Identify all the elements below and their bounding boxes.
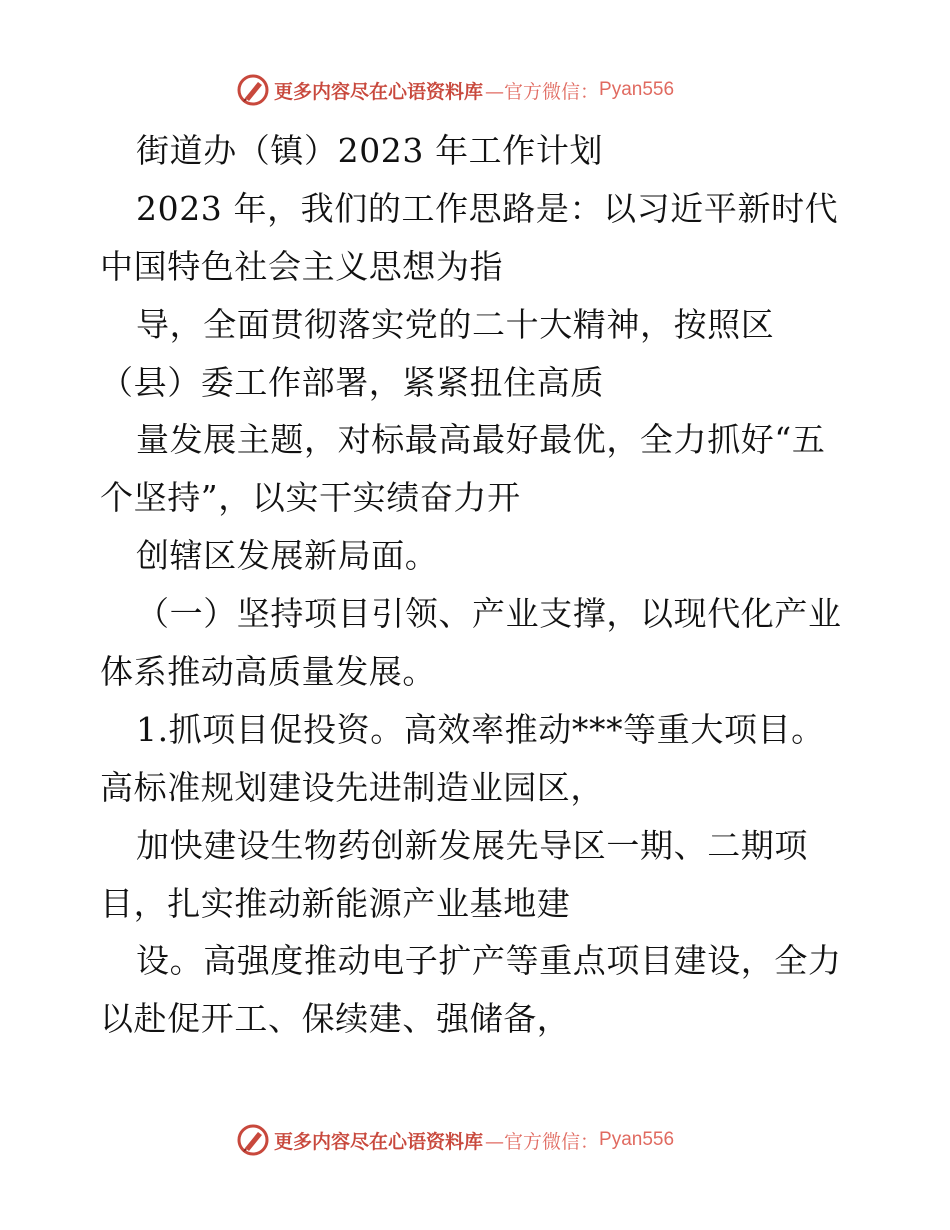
document-body — [100, 122, 860, 1048]
text-line: 以赴促开工、保续建、强储备， — [100, 999, 571, 1039]
pen-logo-icon — [236, 73, 270, 107]
text-line: 1.抓项目促投资。高效率推动***等重大项目。 — [136, 709, 825, 749]
watermark-wechat-id: Pyan556 — [599, 79, 675, 100]
text-line: 目，扎实推动新能源产业基地建 — [100, 883, 571, 923]
text-line: 量发展主题，对标最高最好最优，全力抓好“五 — [136, 420, 826, 460]
text-line: 个坚持”，以实干实绩奋力开 — [100, 478, 521, 518]
text-line: 2023 年，我们的工作思路是：以习近平新时代 — [136, 188, 839, 228]
watermark-label: —官方微信： — [485, 1130, 600, 1153]
text-line: 导，全面贯彻落实党的二十大精神，按照区 — [136, 304, 775, 344]
watermark-header — [236, 73, 674, 107]
text-line: 中国特色社会主义思想为指 — [100, 246, 504, 286]
text-line: 体系推动高质量发展。 — [100, 652, 436, 692]
watermark-wechat-id: Pyan556 — [599, 1129, 675, 1150]
document-title: 街道办（镇）2023 年工作计划 — [136, 131, 604, 170]
text-line: 高标准规划建设先进制造业园区， — [100, 767, 604, 807]
pen-logo-icon — [236, 1123, 270, 1157]
text-line: 设。高强度推动电子扩产等重点项目建设，全力 — [136, 941, 842, 981]
watermark-brand: 更多内容尽在心语资料库 — [274, 80, 484, 103]
text-line: 加快建设生物药创新发展先导区一期、二期项 — [136, 825, 808, 865]
text-line: 创辖区发展新局面。 — [136, 536, 439, 576]
watermark-footer — [236, 1123, 674, 1157]
watermark-label: —官方微信： — [485, 80, 600, 103]
text-line: （县）委工作部署，紧紧扭住高质 — [100, 362, 604, 402]
watermark-brand: 更多内容尽在心语资料库 — [274, 1130, 484, 1153]
text-line: （一）坚持项目引领、产业支撑，以现代化产业 — [136, 594, 842, 634]
